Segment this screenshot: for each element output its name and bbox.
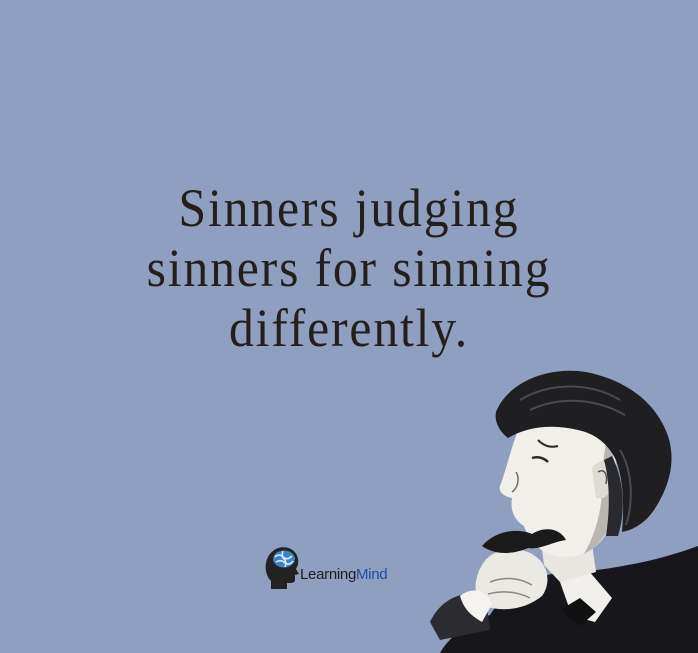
logo-text-mind: Mind [355, 566, 388, 583]
quote-line-2: sinners for sinning [146, 238, 552, 298]
learningmind-logo [263, 545, 413, 589]
quote-line-1: Sinners judging [178, 178, 520, 238]
logo-wordmark [300, 566, 387, 583]
quote-line-3: differently. [228, 298, 470, 358]
logo-text-learning: Learning [300, 566, 356, 583]
engraved-man-portrait [420, 360, 698, 653]
head-with-brain-icon [263, 545, 303, 589]
quote-text [28, 178, 670, 358]
